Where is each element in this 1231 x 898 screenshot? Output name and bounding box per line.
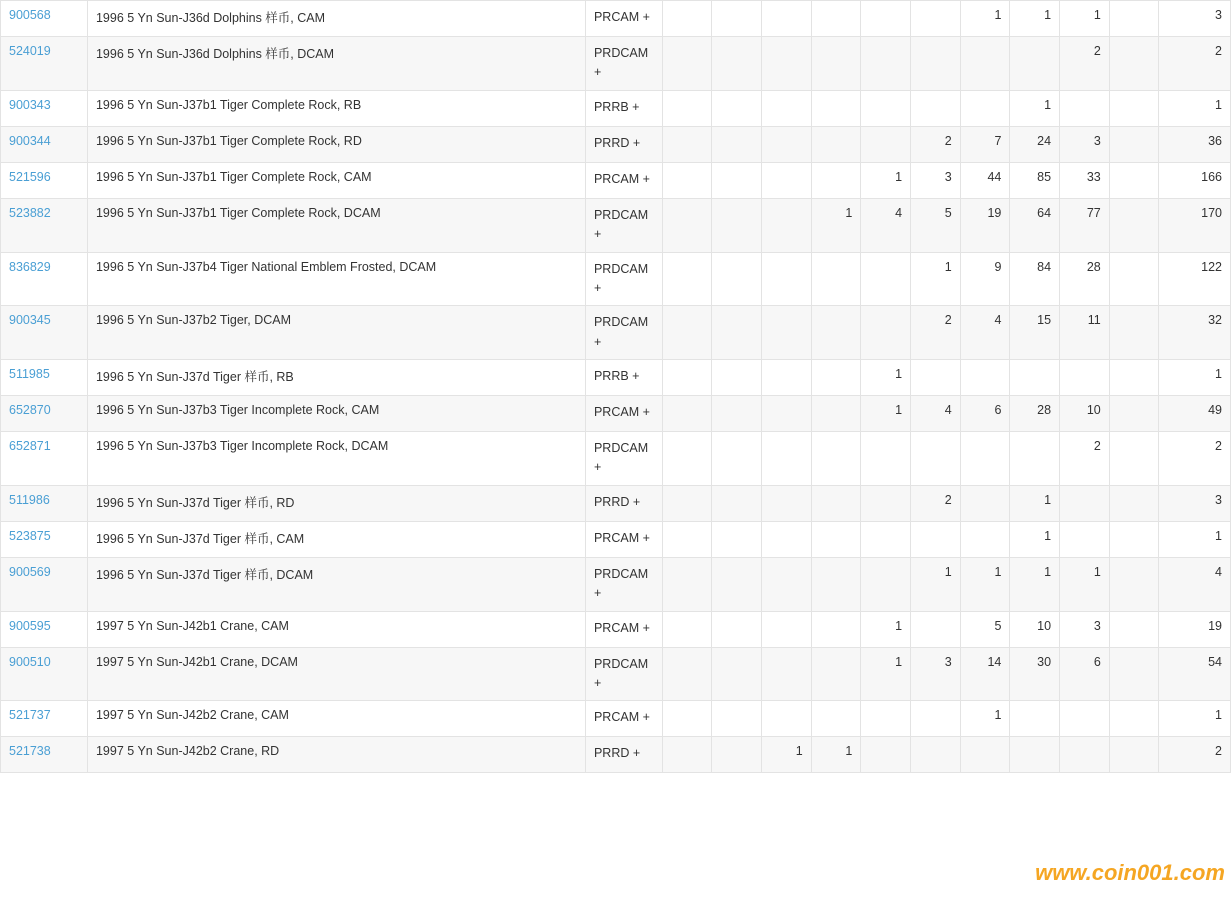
cell-grade-count — [712, 647, 762, 701]
cell-grade-count — [1109, 306, 1159, 360]
cell-grade-count: 1 — [861, 162, 911, 198]
cell-grade-count — [662, 557, 712, 611]
cell-grade-count — [662, 252, 712, 306]
coin-id-link[interactable]: 652870 — [9, 403, 51, 417]
cell-grade-count: 1 — [1060, 557, 1110, 611]
coin-id-link[interactable]: 900345 — [9, 313, 51, 328]
cell-grade-count — [861, 432, 911, 486]
cell-grade-count — [960, 737, 1010, 773]
cell-grade-count — [761, 701, 811, 737]
cell-grade: PRDCAM + — [585, 198, 662, 252]
cell-grade: PRCAM + — [585, 162, 662, 198]
cell-grade-count — [712, 162, 762, 198]
cell-grade-count — [861, 90, 911, 126]
cell-description: 1996 5 Yn Sun-J37b1 Tiger Complete Rock, DCAM — [87, 198, 585, 252]
cell-grade-count — [811, 37, 861, 91]
cell-grade-count — [761, 647, 811, 701]
cell-grade-count — [960, 360, 1010, 396]
cell-grade-count: 4 — [960, 306, 1010, 360]
cell-grade-count: 1 — [1060, 1, 1110, 37]
cell-grade-count — [861, 701, 911, 737]
cell-grade-count — [1010, 432, 1060, 486]
cell-grade-count: 1 — [1010, 1, 1060, 37]
cell-grade-count — [712, 396, 762, 432]
cell-grade-count — [861, 126, 911, 162]
cell-grade-count — [761, 611, 811, 647]
cell-grade-count — [662, 162, 712, 198]
cell-description: 1996 5 Yn Sun-J37b1 Tiger Complete Rock, CAM — [87, 162, 585, 198]
cell-coin-id — [1, 252, 88, 306]
cell-grade-count: 11 — [1060, 306, 1110, 360]
cell-total: 32 — [1159, 306, 1231, 360]
cell-grade-count: 7 — [960, 126, 1010, 162]
cell-total: 3 — [1159, 485, 1231, 521]
cell-grade-count — [1060, 90, 1110, 126]
cell-description: 1996 5 Yn Sun-J37d Tiger 样币, RD — [87, 485, 585, 521]
table-row — [1, 647, 1231, 701]
cell-grade-count — [861, 306, 911, 360]
cell-coin-id — [1, 360, 88, 396]
cell-grade-count — [960, 90, 1010, 126]
table-row — [1, 1, 1231, 37]
table-row — [1, 737, 1231, 773]
cell-grade-count — [911, 701, 961, 737]
cell-total: 1 — [1159, 521, 1231, 557]
cell-grade: PRCAM + — [585, 611, 662, 647]
cell-grade-count — [662, 611, 712, 647]
cell-grade-count — [1060, 521, 1110, 557]
cell-grade-count — [911, 90, 961, 126]
cell-grade-count — [1109, 126, 1159, 162]
cell-grade-count — [761, 198, 811, 252]
coin-id-link[interactable]: 900344 — [9, 133, 51, 148]
cell-grade-count — [811, 647, 861, 701]
cell-grade-count — [662, 647, 712, 701]
cell-grade-count — [1060, 360, 1110, 396]
coin-id-link[interactable]: 521737 — [9, 708, 51, 723]
cell-description: 1996 5 Yn Sun-J37b3 Tiger Incomplete Rock, DCAM — [87, 432, 585, 486]
cell-coin-id — [1, 1, 88, 37]
cell-grade-count — [1109, 611, 1159, 647]
cell-grade: PRRB + — [585, 90, 662, 126]
table-row — [1, 198, 1231, 252]
cell-grade-count: 1 — [761, 737, 811, 773]
cell-grade-count — [712, 557, 762, 611]
cell-grade-count — [911, 360, 961, 396]
cell-grade-count — [712, 252, 762, 306]
cell-grade-count: 1 — [1010, 90, 1060, 126]
cell-grade-count — [662, 37, 712, 91]
cell-grade-count: 28 — [1010, 396, 1060, 432]
cell-grade-count: 1 — [960, 1, 1010, 37]
cell-grade-count — [761, 396, 811, 432]
cell-grade: PRCAM + — [585, 396, 662, 432]
cell-grade-count — [761, 90, 811, 126]
cell-grade-count — [662, 396, 712, 432]
cell-grade-count — [662, 306, 712, 360]
cell-grade-count — [1109, 432, 1159, 486]
cell-grade-count — [811, 432, 861, 486]
cell-grade-count: 1 — [911, 252, 961, 306]
coin-id-link[interactable]: 900595 — [9, 618, 51, 633]
cell-grade-count — [960, 521, 1010, 557]
cell-grade-count — [911, 521, 961, 557]
cell-grade-count — [662, 521, 712, 557]
cell-total: 166 — [1159, 162, 1231, 198]
cell-grade-count — [861, 557, 911, 611]
cell-grade-count: 33 — [1060, 162, 1110, 198]
cell-grade: PRDCAM + — [585, 557, 662, 611]
cell-description: 1996 5 Yn Sun-J37d Tiger 样币, CAM — [87, 521, 585, 557]
cell-grade-count — [811, 396, 861, 432]
cell-grade-count — [861, 521, 911, 557]
cell-grade-count — [761, 306, 811, 360]
cell-grade-count — [811, 162, 861, 198]
cell-grade-count — [861, 737, 911, 773]
cell-grade-count: 5 — [911, 198, 961, 252]
cell-coin-id — [1, 485, 88, 521]
cell-grade-count: 77 — [1060, 198, 1110, 252]
cell-description: 1996 5 Yn Sun-J37b1 Tiger Complete Rock, RD — [87, 126, 585, 162]
table-row — [1, 557, 1231, 611]
cell-grade-count: 1 — [1010, 557, 1060, 611]
cell-grade: PRDCAM + — [585, 252, 662, 306]
cell-grade-count: 2 — [911, 306, 961, 360]
cell-total: 2 — [1159, 37, 1231, 91]
cell-grade-count — [911, 37, 961, 91]
coin-id-link[interactable]: 511986 — [9, 492, 50, 507]
cell-grade: PRRD + — [585, 126, 662, 162]
cell-grade-count: 1 — [861, 647, 911, 701]
cell-coin-id — [1, 521, 88, 557]
cell-grade-count — [1109, 1, 1159, 37]
cell-grade-count — [1109, 396, 1159, 432]
cell-grade-count: 2 — [911, 485, 961, 521]
coin-id-link[interactable]: 521738 — [9, 744, 51, 759]
cell-description: 1996 5 Yn Sun-J36d Dolphins 样币, CAM — [87, 1, 585, 37]
cell-grade-count — [662, 90, 712, 126]
cell-grade-count: 9 — [960, 252, 1010, 306]
cell-grade-count — [761, 37, 811, 91]
cell-grade-count — [761, 162, 811, 198]
cell-grade-count — [1010, 37, 1060, 91]
cell-grade-count — [1010, 737, 1060, 773]
cell-grade-count — [662, 485, 712, 521]
cell-description: 1997 5 Yn Sun-J42b2 Crane, RD — [87, 737, 585, 773]
cell-grade-count: 1 — [960, 701, 1010, 737]
cell-grade-count — [811, 90, 861, 126]
cell-grade: PRCAM + — [585, 521, 662, 557]
cell-grade-count: 6 — [1060, 647, 1110, 701]
cell-coin-id — [1, 306, 88, 360]
cell-grade-count: 1 — [1010, 521, 1060, 557]
cell-grade-count — [1109, 557, 1159, 611]
cell-total: 54 — [1159, 647, 1231, 701]
cell-grade-count — [712, 306, 762, 360]
cell-grade-count — [712, 1, 762, 37]
cell-grade-count — [911, 737, 961, 773]
cell-grade-count — [1109, 90, 1159, 126]
table-row — [1, 611, 1231, 647]
cell-grade-count — [911, 611, 961, 647]
cell-coin-id — [1, 126, 88, 162]
cell-description: 1997 5 Yn Sun-J42b1 Crane, CAM — [87, 611, 585, 647]
cell-grade-count — [811, 701, 861, 737]
cell-grade-count — [761, 521, 811, 557]
table-row — [1, 162, 1231, 198]
site-watermark: www.coin001.com — [1035, 860, 1225, 885]
cell-grade-count — [811, 126, 861, 162]
cell-grade: PRCAM + — [585, 701, 662, 737]
cell-grade-count: 1 — [1010, 485, 1060, 521]
cell-grade-count — [1109, 360, 1159, 396]
cell-grade-count — [1060, 737, 1110, 773]
cell-grade-count — [761, 252, 811, 306]
cell-coin-id — [1, 557, 88, 611]
cell-grade-count: 64 — [1010, 198, 1060, 252]
cell-grade-count — [1109, 521, 1159, 557]
cell-grade-count: 1 — [911, 557, 961, 611]
cell-grade-count — [662, 432, 712, 486]
cell-description: 1996 5 Yn Sun-J37d Tiger 样币, RB — [87, 360, 585, 396]
cell-grade-count: 5 — [960, 611, 1010, 647]
cell-grade-count — [662, 198, 712, 252]
cell-grade: PRCAM + — [585, 1, 662, 37]
cell-grade-count: 4 — [911, 396, 961, 432]
cell-grade-count — [811, 521, 861, 557]
table-row — [1, 252, 1231, 306]
cell-grade-count: 19 — [960, 198, 1010, 252]
cell-description: 1997 5 Yn Sun-J42b1 Crane, DCAM — [87, 647, 585, 701]
cell-grade-count — [811, 485, 861, 521]
cell-grade-count — [712, 126, 762, 162]
coin-id-link[interactable]: 523882 — [9, 205, 51, 220]
cell-grade-count: 4 — [861, 198, 911, 252]
cell-grade-count — [1109, 647, 1159, 701]
table-row — [1, 90, 1231, 126]
cell-coin-id — [1, 198, 88, 252]
cell-grade-count — [811, 252, 861, 306]
coin-id-link[interactable]: 523875 — [9, 528, 51, 543]
cell-grade-count — [761, 360, 811, 396]
cell-grade-count: 10 — [1010, 611, 1060, 647]
cell-grade-count — [712, 701, 762, 737]
cell-total: 3 — [1159, 1, 1231, 37]
cell-grade-count — [712, 521, 762, 557]
cell-grade-count — [662, 701, 712, 737]
cell-grade-count — [712, 360, 762, 396]
table-row — [1, 432, 1231, 486]
cell-grade-count: 84 — [1010, 252, 1060, 306]
cell-grade-count — [1109, 701, 1159, 737]
cell-total: 122 — [1159, 252, 1231, 306]
cell-grade-count: 2 — [1060, 37, 1110, 91]
table-row — [1, 126, 1231, 162]
cell-grade-count — [712, 611, 762, 647]
cell-grade: PRDCAM + — [585, 432, 662, 486]
cell-total: 49 — [1159, 396, 1231, 432]
cell-grade-count — [761, 1, 811, 37]
coin-id-link[interactable]: 900343 — [9, 97, 51, 112]
cell-grade-count — [662, 737, 712, 773]
cell-grade: PRRD + — [585, 485, 662, 521]
table-row — [1, 360, 1231, 396]
cell-grade-count — [712, 198, 762, 252]
cell-total: 2 — [1159, 432, 1231, 486]
cell-grade-count — [811, 1, 861, 37]
cell-total: 170 — [1159, 198, 1231, 252]
cell-grade: PRRD + — [585, 737, 662, 773]
coin-id-link[interactable]: 521596 — [9, 169, 51, 184]
cell-description: 1996 5 Yn Sun-J37b4 Tiger National Emblem Frosted, DCAM — [87, 252, 585, 306]
cell-coin-id — [1, 611, 88, 647]
cell-grade-count: 2 — [1060, 432, 1110, 486]
cell-grade-count — [761, 485, 811, 521]
coin-id-link[interactable]: 652871 — [9, 439, 51, 453]
cell-grade-count — [712, 432, 762, 486]
cell-description: 1997 5 Yn Sun-J42b2 Crane, CAM — [87, 701, 585, 737]
cell-grade-count — [911, 1, 961, 37]
cell-grade-count: 28 — [1060, 252, 1110, 306]
cell-grade-count: 3 — [911, 162, 961, 198]
cell-grade-count — [662, 126, 712, 162]
cell-grade-count — [1109, 162, 1159, 198]
cell-grade-count — [712, 737, 762, 773]
cell-grade-count: 1 — [861, 611, 911, 647]
cell-grade-count — [712, 485, 762, 521]
cell-total: 1 — [1159, 90, 1231, 126]
cell-description: 1996 5 Yn Sun-J37b1 Tiger Complete Rock, RB — [87, 90, 585, 126]
cell-grade-count — [712, 37, 762, 91]
cell-grade-count — [761, 126, 811, 162]
cell-grade-count — [911, 432, 961, 486]
cell-coin-id — [1, 701, 88, 737]
table-row — [1, 521, 1231, 557]
cell-grade-count — [761, 432, 811, 486]
cell-total: 2 — [1159, 737, 1231, 773]
cell-grade-count — [1010, 360, 1060, 396]
cell-grade: PRDCAM + — [585, 306, 662, 360]
cell-grade-count — [861, 1, 911, 37]
cell-total: 4 — [1159, 557, 1231, 611]
cell-grade-count: 85 — [1010, 162, 1060, 198]
cell-grade-count — [811, 611, 861, 647]
cell-grade-count: 24 — [1010, 126, 1060, 162]
coin-table-body — [1, 1, 1231, 773]
cell-grade-count — [960, 485, 1010, 521]
coin-id-link[interactable]: 900568 — [9, 8, 51, 22]
cell-grade-count — [1060, 485, 1110, 521]
cell-grade-count: 10 — [1060, 396, 1110, 432]
cell-grade-count: 30 — [1010, 647, 1060, 701]
cell-grade-count — [861, 37, 911, 91]
cell-grade-count — [811, 306, 861, 360]
cell-coin-id — [1, 432, 88, 486]
cell-grade-count — [712, 90, 762, 126]
cell-grade-count — [1060, 701, 1110, 737]
cell-coin-id — [1, 162, 88, 198]
cell-grade-count — [1010, 701, 1060, 737]
cell-total: 19 — [1159, 611, 1231, 647]
cell-grade-count: 1 — [811, 198, 861, 252]
cell-grade-count: 14 — [960, 647, 1010, 701]
cell-grade-count — [960, 37, 1010, 91]
cell-coin-id — [1, 647, 88, 701]
cell-grade-count — [1109, 37, 1159, 91]
cell-grade-count — [811, 557, 861, 611]
table-row — [1, 485, 1231, 521]
cell-grade-count — [662, 360, 712, 396]
cell-grade-count: 44 — [960, 162, 1010, 198]
coin-id-link[interactable]: 900569 — [9, 564, 51, 579]
table-row — [1, 306, 1231, 360]
cell-description: 1996 5 Yn Sun-J37b3 Tiger Incomplete Rock, CAM — [87, 396, 585, 432]
cell-grade-count — [861, 252, 911, 306]
cell-grade-count: 15 — [1010, 306, 1060, 360]
cell-grade-count — [1109, 198, 1159, 252]
cell-total: 1 — [1159, 360, 1231, 396]
cell-grade-count — [861, 485, 911, 521]
coin-id-link[interactable]: 836829 — [9, 259, 51, 274]
cell-grade-count — [761, 557, 811, 611]
cell-grade-count: 3 — [911, 647, 961, 701]
cell-grade-count: 1 — [960, 557, 1010, 611]
cell-coin-id — [1, 37, 88, 91]
table-row — [1, 396, 1231, 432]
cell-grade-count: 3 — [1060, 126, 1110, 162]
cell-grade-count: 1 — [861, 396, 911, 432]
table-row — [1, 701, 1231, 737]
cell-coin-id — [1, 396, 88, 432]
cell-grade: PRDCAM + — [585, 37, 662, 91]
cell-grade-count — [1109, 485, 1159, 521]
cell-description: 1996 5 Yn Sun-J37d Tiger 样币, DCAM — [87, 557, 585, 611]
cell-grade-count — [960, 432, 1010, 486]
coin-id-link[interactable]: 524019 — [9, 44, 51, 58]
cell-grade-count: 6 — [960, 396, 1010, 432]
cell-grade: PRDCAM + — [585, 647, 662, 701]
cell-grade-count — [1109, 737, 1159, 773]
cell-grade-count: 1 — [861, 360, 911, 396]
cell-description: 1996 5 Yn Sun-J37b2 Tiger, DCAM — [87, 306, 585, 360]
table-row — [1, 37, 1231, 91]
cell-coin-id — [1, 90, 88, 126]
cell-grade-count — [1109, 252, 1159, 306]
coin-id-link[interactable]: 900510 — [9, 654, 51, 669]
cell-grade: PRRB + — [585, 360, 662, 396]
cell-grade-count: 1 — [811, 737, 861, 773]
cell-total: 1 — [1159, 701, 1231, 737]
coin-id-link[interactable]: 511985 — [9, 367, 50, 381]
cell-total: 36 — [1159, 126, 1231, 162]
cell-grade-count: 3 — [1060, 611, 1110, 647]
cell-grade-count: 2 — [911, 126, 961, 162]
cell-grade-count — [662, 1, 712, 37]
cell-grade-count — [811, 360, 861, 396]
cell-coin-id — [1, 737, 88, 773]
cell-description: 1996 5 Yn Sun-J36d Dolphins 样币, DCAM — [87, 37, 585, 91]
